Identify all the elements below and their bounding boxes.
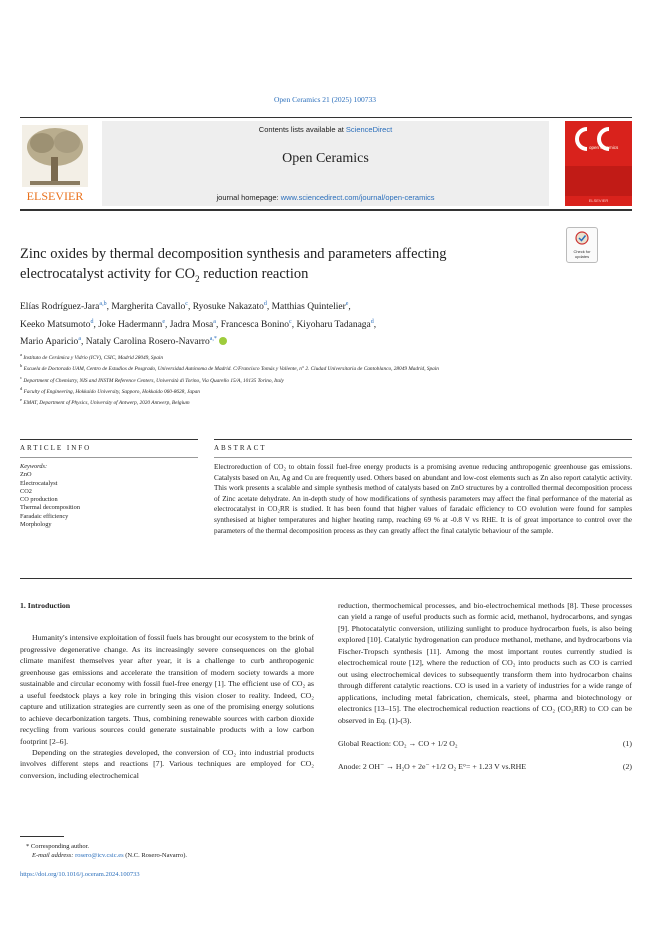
journal-name: Open Ceramics bbox=[282, 151, 369, 166]
author-9[interactable]: Mario Aparicio$^a$ bbox=[20, 336, 81, 348]
elsevier-logo[interactable] bbox=[20, 123, 90, 205]
bookmark-icon bbox=[575, 231, 589, 249]
abstract-rule-bottom bbox=[20, 578, 632, 579]
cover-title: open ceramics bbox=[589, 145, 619, 150]
body-column-left bbox=[20, 600, 314, 781]
doi-link[interactable]: https://doi.org/10.1016/j.oceram.2024.100733 bbox=[20, 871, 140, 878]
author-10[interactable]: Nataly Carolina Rosero-Navarro$^{a,*}$ bbox=[85, 336, 217, 348]
homepage-line: journal homepage: www.sciencedirect.com/journal/open-ceramics bbox=[216, 193, 435, 202]
author-7[interactable]: Francesca Bonino$^c$ bbox=[220, 318, 292, 330]
keyword: CO2 bbox=[20, 487, 32, 495]
keyword: Morphology bbox=[20, 521, 52, 529]
keywords-list bbox=[20, 463, 198, 529]
equation-2: Anode: 2 OH⁻ → H₂O + 2e⁻ +1/2 O₂ E°= + 1.23 V vs.RHE (2) bbox=[338, 762, 632, 772]
affiliation-c: $^c$ Department of Chemistry, NIS and INSTM Reference Centers, Università di Torino, Via Quarello 15/A, 10135 Torino, Italy bbox=[20, 374, 284, 384]
author-8[interactable]: Kiyoharu Tadanaga$^d$ bbox=[296, 318, 374, 330]
article-title bbox=[20, 244, 550, 289]
author-4[interactable]: Keeko Matsumoto$^d$ bbox=[20, 318, 94, 330]
author-6[interactable]: Jadra Mosa$^a$ bbox=[169, 318, 216, 330]
author-0[interactable]: Elías Rodríguez-Jara$^{a,b}$ bbox=[20, 301, 107, 313]
equation-1: Global Reaction: CO₂ → CO + 1/2 O₂ (1) bbox=[338, 738, 632, 748]
keyword: Faradaic efficiency bbox=[20, 512, 69, 520]
keyword: ZnO bbox=[20, 471, 32, 479]
footnote-rule bbox=[20, 836, 64, 837]
abstract-rule bbox=[214, 439, 632, 440]
keyword: Electrocatalyst bbox=[20, 479, 58, 487]
email-link[interactable]: rosero@icv.csic.es bbox=[75, 852, 124, 859]
paragraph: reduction, thermochemical processes, and bio-electrochemical methods [8]. These processes can yield a range of useful products such as formic acid, methanol, hydrocarbons, and syngas [9]. Photocatalytic conversion, utilizing sunlight to produce hydrocarbon fuels, is also being explored [10]. Catalytic hydrogenation can produce methanol, methane, and hydrocarbons via Fischer-Tropsch synthesis [11]. Among the most important routes currently studied is electrochemical route [12], where the reduction of CO₂ into products such as CO is carried out using electrochemical devices to subsequently transform them into hydrocarbon chains through different catalytic reactions. CO is used in a variety of industries for a wide range of applications, including metal fabrication, chemicals, steel, pharma and biotechnology or electronics [13–15]. The electrochemical reduction reactions of CO₂ (CO₂RR) to CO can be observed in Eq. (1)-(3). bbox=[338, 601, 632, 725]
affiliation-e: $^e$ EMAT, Department of Physics, University of Antwerp, 2020 Antwerp, Belgium bbox=[20, 397, 190, 407]
keyword: Thermal decomposition bbox=[20, 504, 80, 512]
author-list: Elías Rodríguez-Jara$^{a,b}$, Margherita Cavallo$^c$, Ryosuke Nakazato$^d$, Matthias Quintelier$^e$, Keeko Matsumoto$^d$, Joke Hadermann$^e$, Jadra Mosa$^a$, Francesca Bonino$^c$, Kiyoharu Tadanaga$^d$, Mario Aparicio$^a$, Nataly Carolina Rosero-Navarro$^{a,*}$ bbox=[20, 301, 377, 348]
affiliation-d: $^d$ Faculty of Engineering, Hokkaido University, Sapporo, Hokkaido 060-8628, Japan bbox=[20, 386, 200, 395]
cover-publisher: ELSEVIER bbox=[588, 198, 609, 203]
journal-header-box bbox=[102, 121, 549, 206]
sciencedirect-link[interactable]: ScienceDirect bbox=[345, 125, 393, 134]
article-info-rule bbox=[20, 439, 198, 440]
publisher-name: ELSEVIER bbox=[26, 189, 84, 203]
affiliation-b: $^b$ Escuela de Doctorado UAM, Centro de Estudios de Posgrado, Universidad Autónoma de Madrid. C/Francisco Tomás y Valiente, n° 2. Ciudad Universitaria de Cantoblanco, 28049 Madrid, Spain bbox=[20, 363, 439, 373]
keywords-label: Keywords: bbox=[20, 463, 48, 470]
footnotes bbox=[20, 842, 420, 860]
paragraph: Humanity's intensive exploitation of fossil fuels has brought our ecosystem to the brink of progressive degenerative change. As its increasingly severe consequences on the global climate manifest themselves year after year, it is a challenge to curb anthropogenic greenhouse gas emissions and accelerate the transition of modern society towards a more sustainable and circular economy with fossil fuel-free energy [1]. The efficient use of CO₂ as a useful feedstock plays a key role in bringing this vision closer to reality. Indeed, CO₂ capture and utilization strategies are currently seen as one of the promising energy solutions to achieve decarbonization targets. Thus, combining renewable sources with carbon dioxide recycling from various sources could generate sustainable products with a low carbon footprint [2–6]. bbox=[20, 633, 314, 746]
title-line-1: Zinc oxides by thermal decomposition synthesis and parameters affecting bbox=[20, 246, 447, 262]
header-rule-bottom bbox=[20, 209, 632, 211]
abstract-heading: ABSTRACT bbox=[214, 444, 267, 452]
affiliations bbox=[20, 351, 630, 408]
section-heading-introduction: 1. Introduction bbox=[20, 601, 71, 610]
check-for-updates-badge[interactable] bbox=[566, 227, 598, 263]
journal-cover[interactable] bbox=[565, 121, 632, 206]
article-info-rule-2 bbox=[20, 457, 198, 458]
affiliation-a: $^a$ Instituto de Cerámica y Vidrio (ICV), CSIC, Madrid 28049, Spain bbox=[20, 352, 163, 361]
header-rule-top bbox=[20, 117, 632, 118]
body-column-right bbox=[338, 600, 632, 773]
contents-line: Contents lists available at ScienceDirect bbox=[258, 125, 393, 134]
corresponding-author-note: * Corresponding author. bbox=[26, 843, 90, 850]
article-info-heading: ARTICLE INFO bbox=[20, 444, 92, 452]
journal-reference[interactable]: Open Ceramics 21 (2025) 100733 bbox=[273, 95, 377, 104]
author-2[interactable]: Ryosuke Nakazato$^d$ bbox=[192, 301, 267, 313]
author-1[interactable]: Margherita Cavallo$^c$ bbox=[111, 301, 188, 313]
abstract-text: Electroreduction of CO₂ to obtain fossil fuel-free energy products is a promising avenue reducing anthropogenic greenhouse gas emissions. Catalysts based on Au, Ag and Cu are frequently used. Others based on abundant and low-cost elements such as Zn also report catalytic activity. This work presents a scalable and simple synthesis method of catalysts based on ZnO structures by a controlled thermal decomposition process of Zinc acetate dehydrate. An in-depth study of how modifications of synthesis parameters may affect the final performance of the material as electrocatalyst in CO₂RR is studied. It has been found that higher values of faradaic efficiency to CO evolution were found for samples synthesised at higher temperatures and higher heating ramp, reaching 69 % at -0.8 V vs RHE. It is of great importance to control over the parameters of the thermal decomposition process as they can greatly affect the final catalytic behaviour of the sample. bbox=[214, 463, 632, 535]
abstract-rule-2 bbox=[214, 457, 632, 458]
orcid-icon[interactable] bbox=[219, 337, 227, 345]
author-3[interactable]: Matthias Quintelier$^e$ bbox=[271, 301, 349, 313]
title-line-2: electrocatalyst activity for $CO_2$ reduction reaction bbox=[20, 266, 309, 284]
email-note: E-mail address: rosero@icv.csic.es (N.C. Rosero-Navarro). bbox=[32, 852, 187, 859]
author-5[interactable]: Joke Hadermann$^e$ bbox=[98, 318, 165, 330]
paragraph: Depending on the strategies developed, the conversion of CO₂ into industrial products involves different steps and reactions [7]. Various techniques are employed for CO₂ conversion, including electrochemical bbox=[20, 747, 314, 780]
cover-stripe bbox=[565, 166, 632, 196]
homepage-link[interactable]: www.sciencedirect.com/journal/open-ceramics bbox=[280, 193, 435, 202]
keyword: CO production bbox=[20, 496, 58, 504]
check-for-updates-label: Check for updates bbox=[573, 249, 591, 259]
